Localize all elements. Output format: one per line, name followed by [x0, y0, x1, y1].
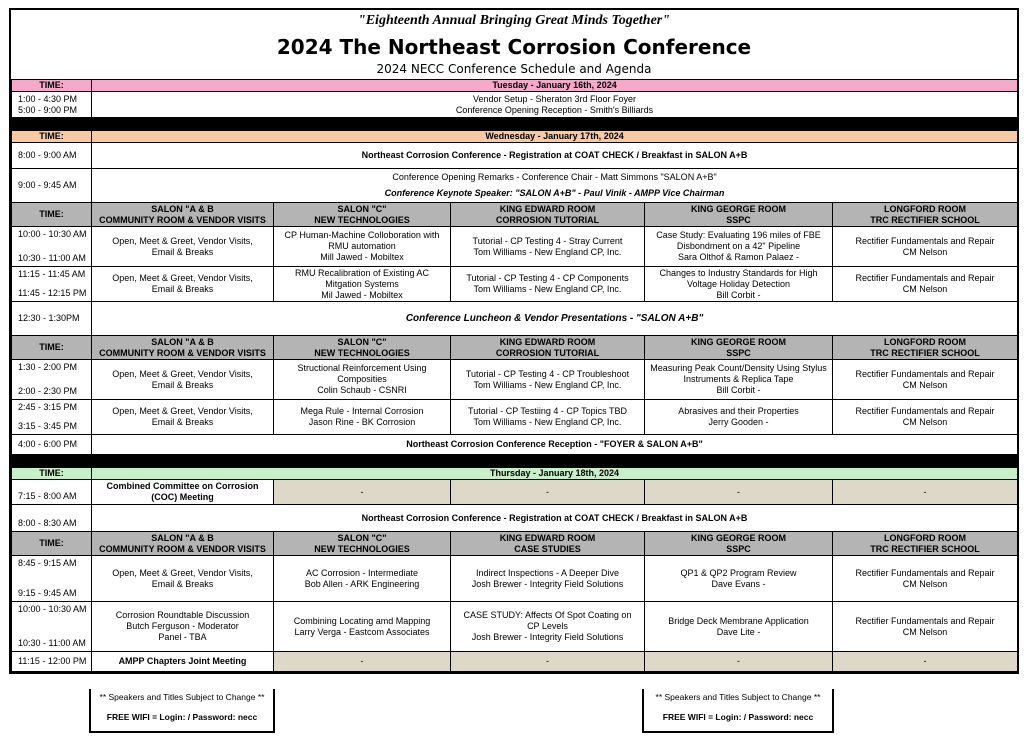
- session-cell: [645, 602, 833, 652]
- room-header-row: [12, 532, 1018, 556]
- room-header-r5: [833, 336, 1018, 360]
- cell-line: Corrosion Roundtable Discussion: [115, 610, 250, 620]
- event-cell: [92, 169, 1018, 203]
- cell-line: Tutorial - CP Testing 4 - CP Troubleshoot: [465, 368, 630, 379]
- cell-line: Rectifier Fundamentals and Repair: [855, 235, 995, 246]
- cell-line: Email & Breaks: [151, 246, 214, 257]
- time-cell: [12, 227, 92, 267]
- start-time: 2:45 - 3:15 PM: [18, 402, 78, 412]
- session-cell: [833, 360, 1018, 400]
- empty-cell: -: [451, 652, 645, 672]
- room-header-r4: [645, 203, 833, 227]
- event-row: [12, 480, 1018, 505]
- session-cell: [833, 602, 1018, 652]
- cell-line: Combining Locating amd Mapping: [293, 615, 431, 626]
- day-title: Wednesday - January 17th, 2024: [92, 131, 1018, 143]
- cell-line: CM Nelson: [902, 379, 948, 390]
- time-cell: [12, 92, 92, 118]
- cell-line: TRC RECTIFIER SCHOOL: [870, 543, 980, 554]
- session-cell: [274, 556, 451, 602]
- cell-line: SSPC: [726, 543, 751, 554]
- cell-line: CM Nelson: [902, 284, 948, 294]
- cell-line: Email & Breaks: [151, 379, 214, 390]
- cell-line: LONGFORD ROOM: [884, 532, 967, 543]
- session-cell: [451, 227, 645, 267]
- session-cell: [92, 602, 274, 652]
- cell-line: Email & Breaks: [151, 417, 214, 427]
- time-header: TIME:: [12, 203, 92, 227]
- cell-line: RMU automation: [328, 241, 396, 251]
- cell-line: Conference Opening Reception - Smith's Billiards: [455, 104, 654, 115]
- page-subtitle: 2024 NECC Conference Schedule and Agenda: [376, 62, 652, 76]
- session-cell: [833, 267, 1018, 302]
- session-cell: [451, 602, 645, 652]
- event-row: [12, 652, 1018, 672]
- day-separator: [12, 455, 1018, 468]
- cell-line: Voltage Holiday Detection: [686, 278, 791, 289]
- cell-line: CORROSION TUTORIAL: [495, 347, 600, 358]
- room-header-r1: [92, 203, 274, 227]
- cell-line: Conference Opening Remarks - Conference Chair - Matt Simmons "SALON A+B": [392, 172, 717, 182]
- time-header: TIME:: [12, 532, 92, 556]
- cell-line: Combined Committee on Corrosion: [106, 481, 259, 491]
- start-time: 11:15 - 11:45 AM: [18, 269, 86, 279]
- event-cell: Conference Luncheon & Vendor Presentations - "SALON A+B": [92, 302, 1018, 336]
- cell-line: Abrasives and their Properties: [678, 406, 799, 416]
- session-row: [12, 360, 1018, 400]
- ampp-cell: AMPP Chapters Joint Meeting: [92, 652, 274, 672]
- empty-cell: -: [274, 480, 451, 505]
- cell-line: Tom Williams - New England CP, Inc.: [473, 246, 622, 257]
- cell-line: Sara Olthof & Ramon Palaez -: [677, 252, 800, 262]
- cell-line: TRC RECTIFIER SCHOOL: [870, 214, 980, 225]
- session-row: [12, 267, 1018, 302]
- room-header-r1: [92, 532, 274, 556]
- end-time: 2:00 - 2:30 PM: [18, 386, 78, 396]
- day-header: [12, 80, 1018, 92]
- schedule-sheet: [9, 8, 1019, 674]
- cell-line: Disbondment on a 42" Pipeline: [676, 241, 801, 251]
- cell-line: Dave Lite -: [716, 626, 761, 637]
- room-header-r3b: [451, 532, 645, 556]
- cell-line: Josh Brewer - Integrity Field Solutions: [471, 632, 624, 642]
- cell-line: Dave Evans -: [711, 578, 766, 589]
- cell-line: NEW TECHNOLOGIES: [314, 214, 410, 225]
- footer-left: [89, 689, 275, 733]
- empty-cell: -: [645, 652, 833, 672]
- cell-line: SSPC: [726, 214, 751, 225]
- cell-line: Bob Allen - ARK Engineering: [304, 578, 420, 589]
- cell-line: CM Nelson: [902, 626, 948, 637]
- cell-line: Panel - TBA: [158, 632, 207, 642]
- room-header-r5: [833, 203, 1018, 227]
- cell-line: KING EDWARD ROOM: [499, 336, 596, 347]
- time-cell: 4:00 - 6:00 PM: [12, 435, 92, 455]
- cell-line: Open, Meet & Greet, Vendor Visits,: [112, 273, 253, 283]
- session-cell: [274, 360, 451, 400]
- cell-line: LONGFORD ROOM: [884, 203, 967, 214]
- session-cell: [92, 267, 274, 302]
- start-time: 8:00 - 8:30 AM: [18, 518, 77, 528]
- end-time: 10:30 - 11:00 AM: [18, 253, 86, 263]
- time-cell: 9:00 - 9:45 AM: [12, 169, 92, 203]
- time-cell: [12, 400, 92, 435]
- cell-line: 5:00 - 9:00 PM: [18, 104, 78, 115]
- cell-line: COMMUNITY ROOM & VENDOR VISITS: [99, 347, 266, 358]
- cell-line: Rectifier Fundamentals and Repair: [855, 615, 995, 626]
- empty-cell: -: [274, 652, 451, 672]
- cell-line: Rectifier Fundamentals and Repair: [855, 567, 995, 578]
- event-cell: Northeast Corrosion Conference Reception - "FOYER & SALON A+B": [92, 435, 1018, 455]
- event-cell: Northeast Corrosion Conference - Registration at COAT CHECK / Breakfast in SALON A+B: [92, 505, 1018, 532]
- session-cell: [92, 227, 274, 267]
- coc-cell: [92, 480, 274, 505]
- event-row: [12, 92, 1018, 118]
- cell-line: KING EDWARD ROOM: [499, 532, 596, 543]
- cell-line: SALON "C": [337, 336, 387, 347]
- session-cell: [451, 400, 645, 435]
- time-cell: 12:30 - 1:30PM: [12, 302, 92, 336]
- cell-line: LONGFORD ROOM: [884, 336, 967, 347]
- event-cell: [92, 92, 1018, 118]
- room-header-row: [12, 336, 1018, 360]
- session-cell: [645, 400, 833, 435]
- room-header-r1: [92, 336, 274, 360]
- event-row: [12, 435, 1018, 455]
- cell-line: RMU Recalibration of Existing AC: [294, 267, 430, 278]
- end-time: 11:45 - 12:15 PM: [18, 288, 87, 298]
- end-time: 3:15 - 3:45 PM: [18, 421, 78, 431]
- cell-line: KING GEORGE ROOM: [690, 532, 786, 543]
- session-cell: [92, 556, 274, 602]
- page-title: 2024 The Northeast Corrosion Conference: [276, 35, 752, 59]
- cell-line: SALON "A & B: [151, 336, 214, 347]
- cell-line: QP1 & QP2 Program Review: [680, 567, 797, 578]
- tagline: "Eighteenth Annual Bringing Great Minds Together": [357, 13, 671, 28]
- session-cell: [833, 227, 1018, 267]
- session-cell: [833, 400, 1018, 435]
- time-header: TIME:: [12, 131, 92, 143]
- header: [11, 10, 1017, 79]
- room-header-r3: [451, 336, 645, 360]
- cell-line: Josh Brewer - Integrity Field Solutions: [471, 578, 624, 589]
- cell-line: KING EDWARD ROOM: [499, 203, 596, 214]
- cell-line: CM Nelson: [902, 417, 948, 427]
- day-header: [12, 468, 1018, 480]
- room-header-r2: [274, 532, 451, 556]
- separator-bar: [12, 118, 1018, 131]
- cell-line: Rectifier Fundamentals and Repair: [855, 273, 995, 283]
- room-header-r4: [645, 336, 833, 360]
- cell-line: Mitgation Systems: [325, 278, 399, 289]
- cell-line: COMMUNITY ROOM & VENDOR VISITS: [99, 214, 266, 225]
- cell-line: Bill Corbit -: [716, 385, 761, 395]
- day-title: Tuesday - January 16th, 2024: [92, 80, 1018, 92]
- room-header-row: [12, 203, 1018, 227]
- separator-bar: [12, 455, 1018, 468]
- cell-line: Tutorial - CP Testing 4 - Stray Current: [472, 235, 623, 246]
- room-header-r2: [274, 336, 451, 360]
- footer-right: [642, 689, 834, 733]
- cell-line: Tom Williams - New England CP, Inc.: [473, 379, 622, 390]
- cell-line: Open, Meet & Greet, Vendor Visits,: [112, 567, 253, 578]
- wifi-info: FREE WIFI = Login: / Password: necc: [662, 712, 814, 722]
- session-cell: [274, 602, 451, 652]
- cell-line: Rectifier Fundamentals and Repair: [855, 406, 995, 416]
- event-row: [12, 302, 1018, 336]
- event-row: [12, 143, 1018, 169]
- empty-cell: -: [833, 652, 1018, 672]
- empty-cell: -: [451, 480, 645, 505]
- cell-line: 1:00 - 4:30 PM: [18, 93, 78, 104]
- cell-line: Jason Rine - BK Corrosion: [308, 417, 416, 427]
- session-cell: [451, 360, 645, 400]
- session-row: [12, 602, 1018, 652]
- cell-line: Butch Ferguson - Moderator: [126, 621, 239, 631]
- cell-line: Case Study: Evaluating 196 miles of FBE: [656, 230, 821, 240]
- room-header-r5: [833, 532, 1018, 556]
- cell-line: CP Human-Machine Colloboration with: [284, 230, 440, 240]
- session-cell: [645, 227, 833, 267]
- empty-cell: -: [833, 480, 1018, 505]
- schedule-table: [11, 79, 1018, 672]
- start-time: 1:30 - 2:00 PM: [18, 362, 78, 372]
- cell-line: Open, Meet & Greet, Vendor Visits,: [112, 368, 253, 379]
- cell-line: CORROSION TUTORIAL: [495, 214, 600, 225]
- session-cell: [645, 267, 833, 302]
- cell-line: Bill Corbit -: [716, 289, 761, 300]
- cell-line: Colin Schaub - CSNRI: [317, 385, 407, 395]
- event-row: [12, 505, 1018, 532]
- cell-line: Tutorial - CP Testiing 4 - CP Topics TBD: [468, 406, 627, 416]
- cell-line: KING GEORGE ROOM: [690, 203, 786, 214]
- start-time: 8:45 - 9:15 AM: [18, 558, 77, 568]
- cell-line: COMMUNITY ROOM & VENDOR VISITS: [99, 543, 266, 554]
- cell-line: Composities: [337, 374, 387, 384]
- cell-line: KING GEORGE ROOM: [690, 336, 786, 347]
- time-cell: [12, 556, 92, 602]
- cell-line: Tutorial - CP Testing 4 - CP Components: [466, 273, 629, 283]
- end-time: 10:30 - 11:00 AM: [18, 638, 86, 648]
- time-cell: [12, 480, 92, 505]
- session-cell: [833, 556, 1018, 602]
- room-header-r4: [645, 532, 833, 556]
- cell-line: Email & Breaks: [151, 284, 214, 294]
- cell-line: SALON "A & B: [151, 532, 214, 543]
- cell-line: Mil Jawed - Mobiltex: [321, 289, 403, 300]
- event-cell: Northeast Corrosion Conference - Registration at COAT CHECK / Breakfast in SALON A+B: [92, 143, 1018, 169]
- cell-line: Tom Williams - New England CP, Inc.: [473, 417, 622, 427]
- cell-line: Changes to Industry Standards for High: [659, 267, 818, 278]
- time-cell: [12, 267, 92, 302]
- session-cell: [274, 400, 451, 435]
- cell-line: Open, Meet & Greet, Vendor Visits,: [112, 406, 253, 416]
- cell-line: Mega Rule - Internal Corrosion: [300, 406, 424, 416]
- session-cell: [274, 267, 451, 302]
- empty-cell: -: [645, 480, 833, 505]
- wifi-info: FREE WIFI = Login: / Password: necc: [106, 712, 258, 722]
- cell-line: Measuring Peak Count/Density Using Stylus: [650, 363, 827, 373]
- day-title: Thursday - January 18th, 2024: [92, 468, 1018, 480]
- cell-line: SSPC: [726, 347, 751, 358]
- time-cell: [12, 360, 92, 400]
- day-header: [12, 131, 1018, 143]
- time-cell: 11:15 - 12:00 PM: [12, 652, 92, 672]
- cell-line: Indirect Inspections - A Deeper Dive: [475, 567, 620, 578]
- cell-line: Bridge Deck Membrane Application: [668, 615, 809, 626]
- cell-line: Mill Jawed - Mobiltex: [320, 252, 404, 262]
- cell-line: Tom Williams - New England CP, Inc.: [473, 284, 622, 294]
- cell-line: CASE STUDY: Affects Of Spot Coating on: [463, 610, 632, 620]
- cell-line: (COC) Meeting: [151, 492, 214, 502]
- cell-line: Instruments & Replica Tape: [683, 374, 794, 384]
- cell-line: Conference Keynote Speaker: "SALON A+B" - Paul Vinik - AMPP Vice Chairman: [384, 188, 725, 198]
- time-header: TIME:: [12, 80, 92, 92]
- cell-line: NEW TECHNOLOGIES: [314, 347, 410, 358]
- room-header-r2: [274, 203, 451, 227]
- event-row: [12, 169, 1018, 203]
- session-cell: [645, 556, 833, 602]
- cell-line: Structional Reinforcement Using: [297, 363, 427, 373]
- start-time: 10:00 - 10:30 AM: [18, 604, 87, 614]
- start-time: 10:00 - 10:30 AM: [18, 229, 87, 239]
- footer-note: ** Speakers and Titles Subject to Change **: [655, 692, 821, 702]
- cell-line: CASE STUDIES: [514, 543, 581, 554]
- time-cell: [12, 505, 92, 532]
- session-row: [12, 400, 1018, 435]
- cell-line: Larry Verga - Eastcom Associates: [294, 626, 430, 637]
- day-separator: [12, 118, 1018, 131]
- time-header: TIME:: [12, 336, 92, 360]
- cell-line: CP Levels: [527, 621, 568, 631]
- cell-line: NEW TECHNOLOGIES: [314, 543, 410, 554]
- cell-line: CM Nelson: [902, 578, 948, 589]
- cell-line: Open, Meet & Greet, Vendor Visits,: [112, 235, 253, 246]
- time-cell: 8:00 - 9:00 AM: [12, 143, 92, 169]
- cell-line: AC Corrosion - Intermediate: [305, 567, 419, 578]
- cell-line: SALON "C": [337, 532, 387, 543]
- time-cell: [12, 602, 92, 652]
- cell-line: SALON "A & B: [151, 203, 214, 214]
- session-cell: [92, 360, 274, 400]
- end-time: 9:15 - 9:45 AM: [18, 588, 77, 598]
- session-cell: [274, 227, 451, 267]
- session-cell: [92, 400, 274, 435]
- room-header-r3: [451, 203, 645, 227]
- start-time: 7:15 - 8:00 AM: [18, 491, 77, 501]
- session-row: [12, 227, 1018, 267]
- cell-line: TRC RECTIFIER SCHOOL: [870, 347, 980, 358]
- cell-line: SALON "C": [337, 203, 387, 214]
- footer-note: ** Speakers and Titles Subject to Change **: [99, 692, 265, 702]
- session-cell: [451, 556, 645, 602]
- cell-line: Jerry Gooden -: [708, 417, 769, 427]
- session-cell: [451, 267, 645, 302]
- cell-line: Rectifier Fundamentals and Repair: [855, 368, 995, 379]
- cell-line: CM Nelson: [902, 246, 948, 257]
- time-header: TIME:: [12, 468, 92, 480]
- session-row: [12, 556, 1018, 602]
- cell-line: Email & Breaks: [151, 578, 214, 589]
- cell-line: Vendor Setup - Sheraton 3rd Floor Foyer: [472, 93, 637, 104]
- session-cell: [645, 360, 833, 400]
